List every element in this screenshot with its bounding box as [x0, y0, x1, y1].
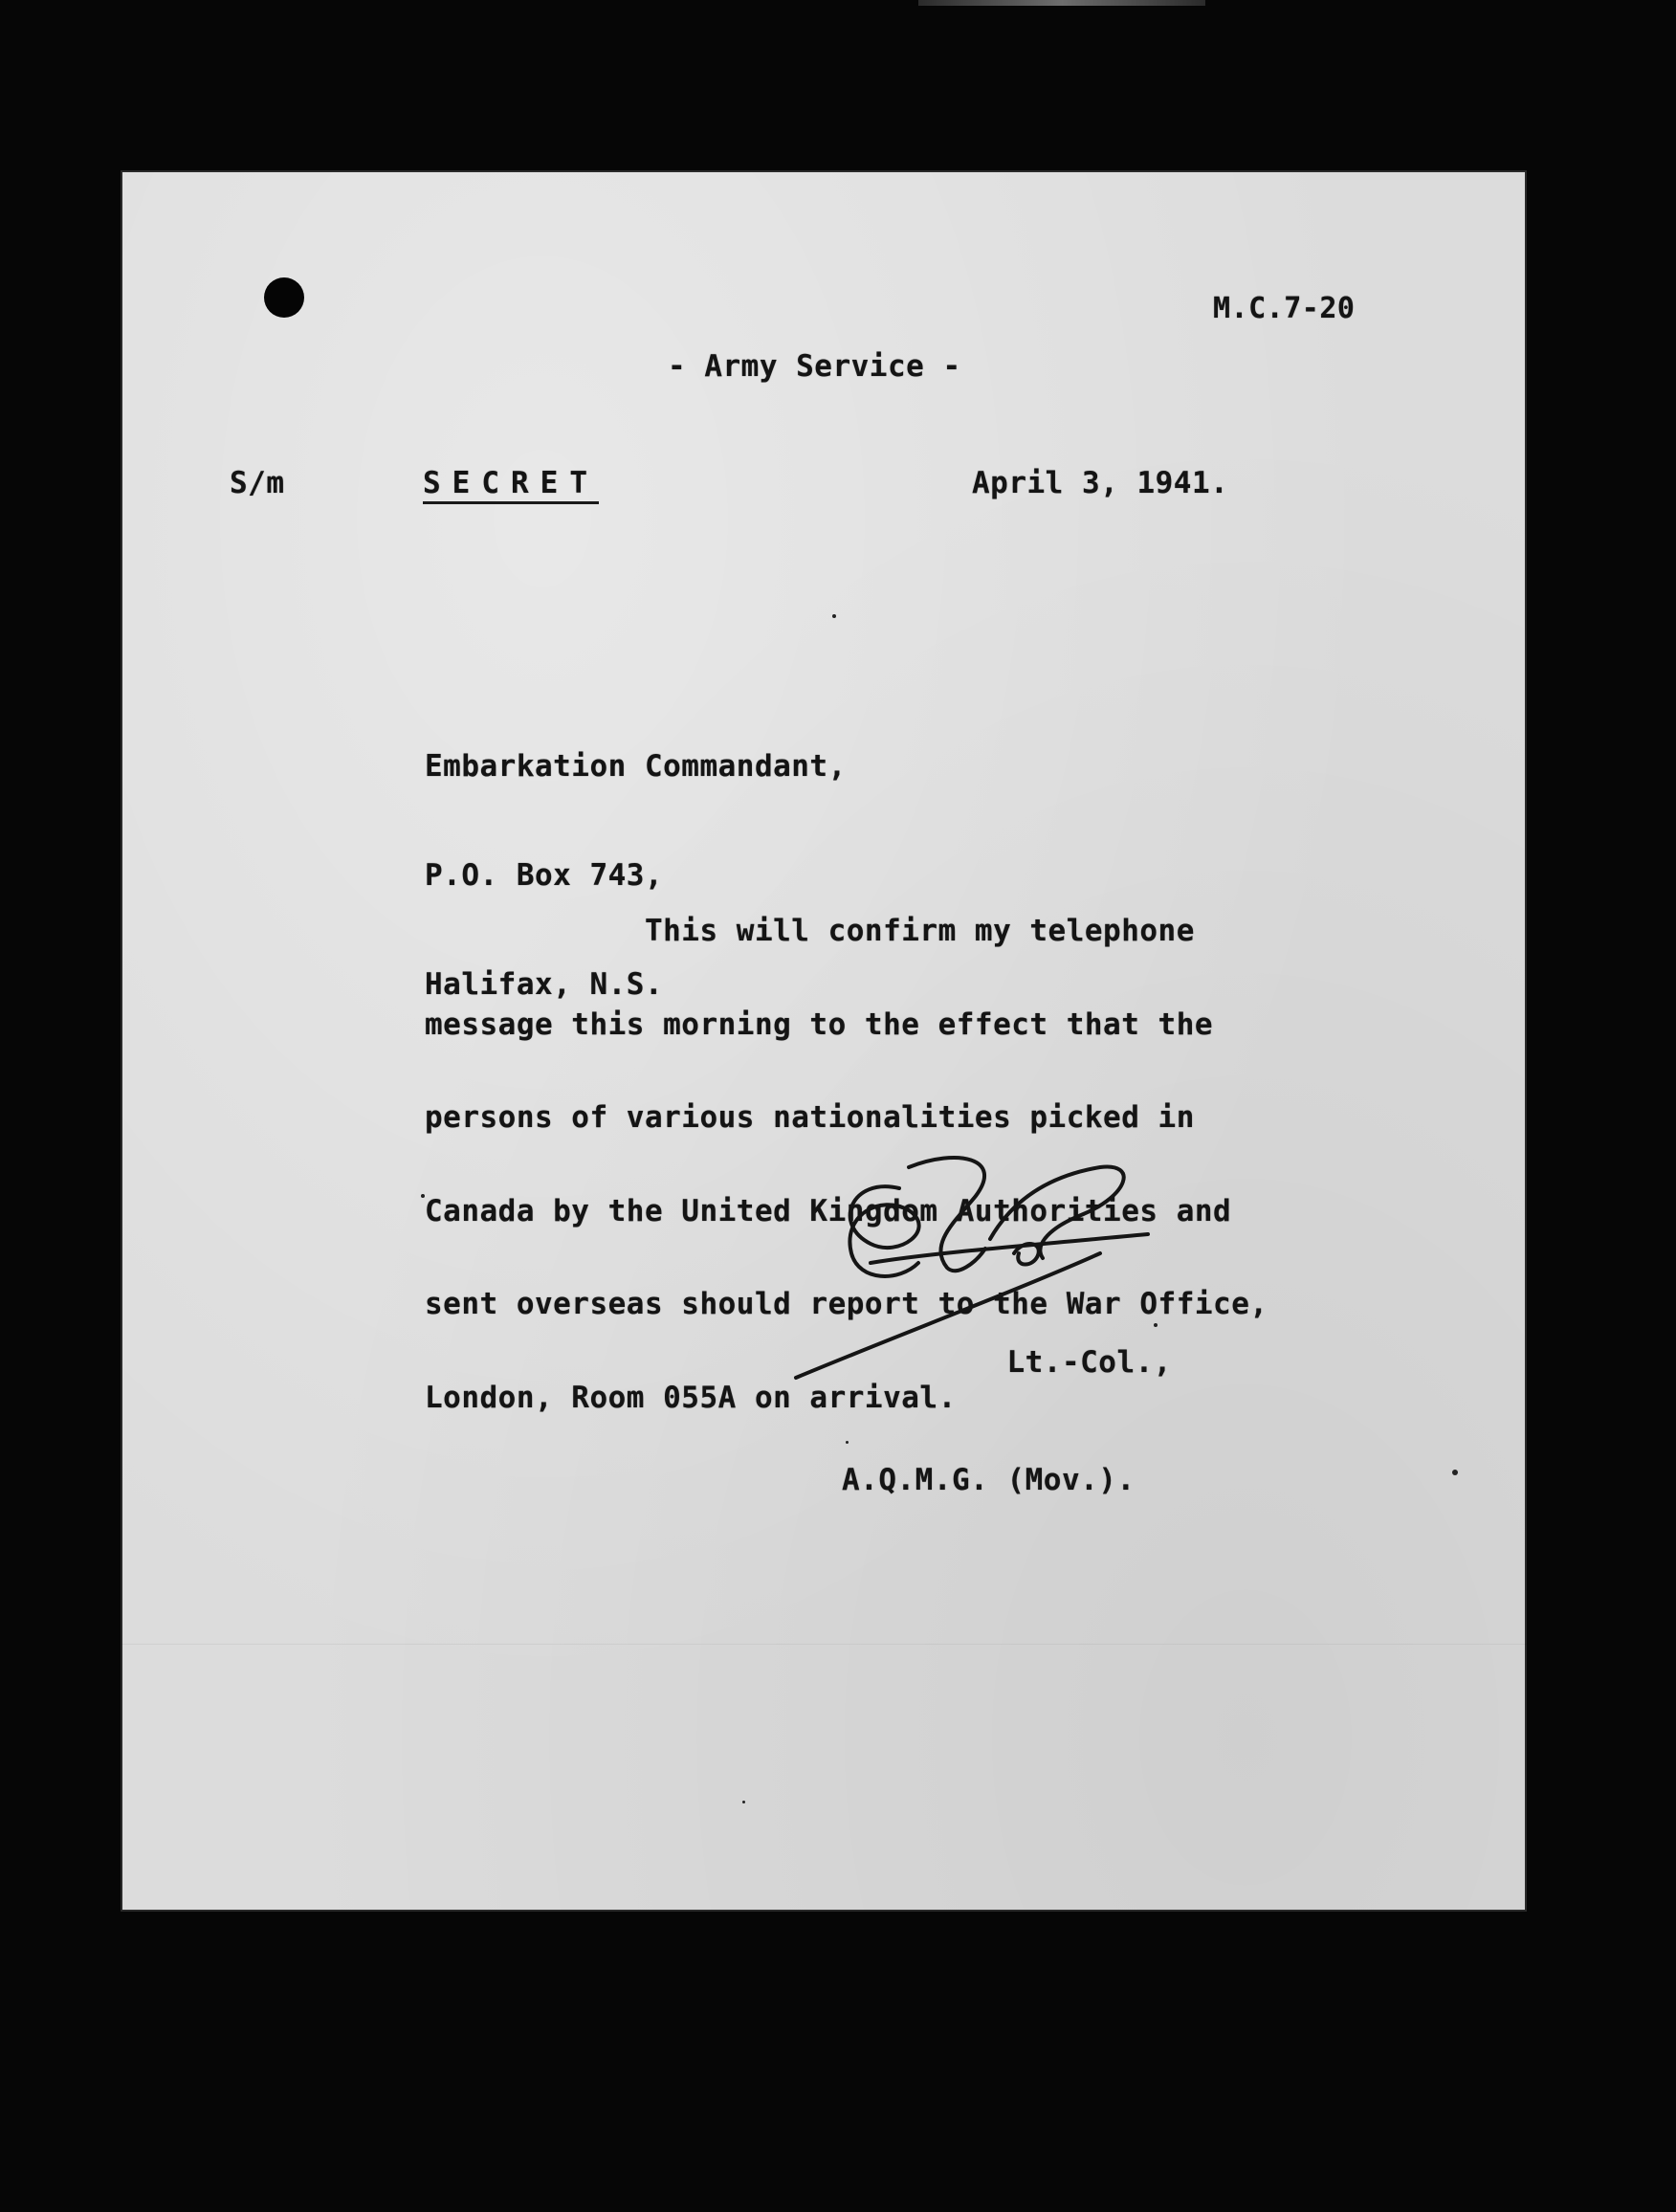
address-line: P.O. Box 743,	[425, 858, 664, 893]
ink-speck	[832, 614, 836, 618]
address-line: Halifax, N.S.	[425, 967, 664, 1002]
typist-initials: S/m	[230, 466, 285, 500]
ink-speck	[1452, 1470, 1458, 1475]
ink-speck	[742, 1801, 745, 1803]
body-line: persons of various nationalities picked in	[425, 1100, 1195, 1135]
punch-hole	[264, 277, 304, 318]
ink-speck	[421, 1194, 425, 1198]
signature-block	[842, 1265, 1172, 1579]
scanner-edge-strip	[918, 0, 1205, 6]
letterhead-title: - Army Service -	[668, 349, 961, 384]
body-line: London, Room 055A on arrival.	[425, 1380, 957, 1415]
reference-number: M.C.7-20	[1213, 292, 1356, 325]
address-line: Embarkation Commandant,	[425, 749, 847, 784]
fold-crease	[121, 1644, 1527, 1645]
ink-speck	[1154, 1323, 1158, 1327]
classification-marking: SECRET	[423, 469, 599, 504]
body-line: sent overseas should report to the War Office,	[425, 1287, 1268, 1321]
body-line: This will confirm my telephone	[425, 914, 1195, 948]
letter-date: April 3, 1941.	[972, 466, 1229, 500]
signature-title: A.Q.M.G. (Mov.).	[842, 1463, 1136, 1497]
body-line: message this morning to the effect that the	[425, 1006, 1214, 1042]
body-line: Canada by the United Kingdom Authorities and	[425, 1193, 1232, 1228]
ink-speck	[846, 1441, 849, 1444]
signature-rank: Lt.-Col.,	[842, 1345, 1172, 1380]
